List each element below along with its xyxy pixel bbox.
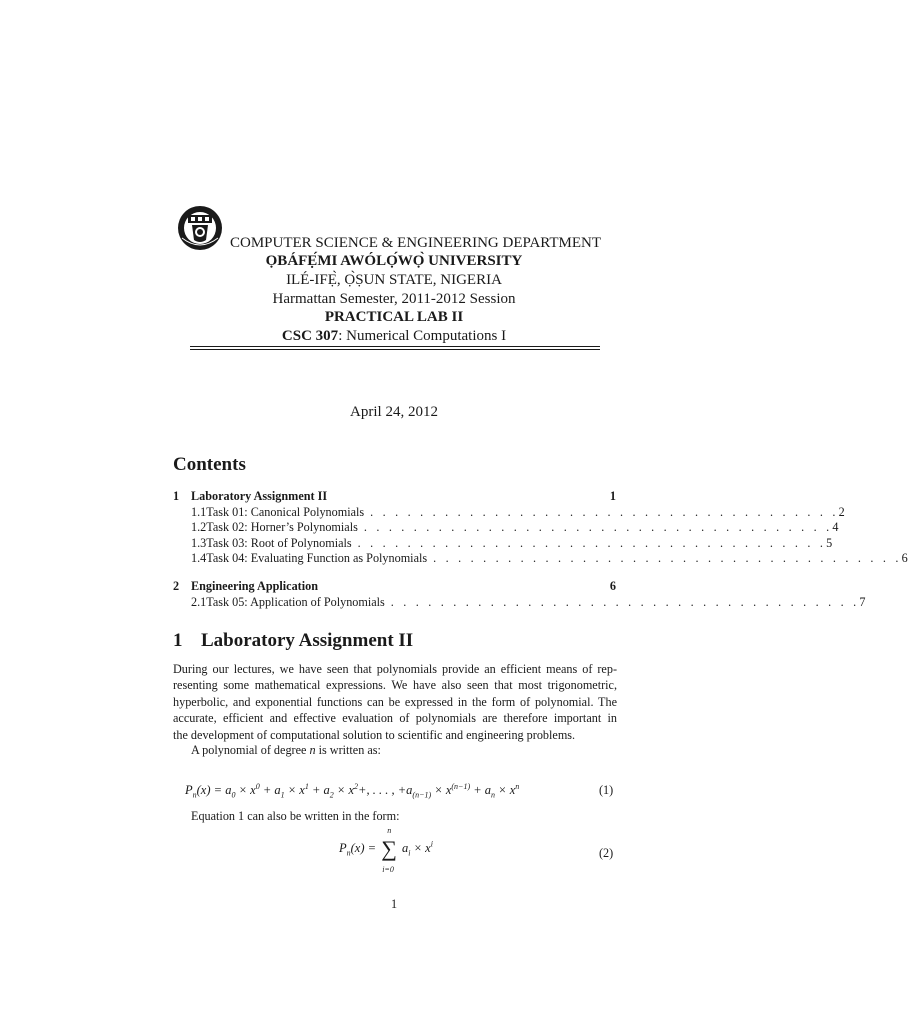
toc-entry-title: Engineering Application <box>191 579 318 593</box>
lab-title: PRACTICAL LAB II <box>324 309 464 325</box>
course-line <box>0 327 788 345</box>
course-code: CSC 307 <box>281 328 339 344</box>
toc-entry-page: 1 <box>609 489 616 503</box>
toc-entry-page: 6 <box>901 551 908 565</box>
toc-entry[interactable] <box>173 594 866 610</box>
semester-session: Harmattan Semester, 2011-2012 Session <box>272 291 516 307</box>
toc-entry[interactable] <box>173 535 833 551</box>
toc-entry-number: 1.1 <box>191 504 207 519</box>
paragraph-line: the development of computational solution to scientific and engineering problems. <box>173 727 576 742</box>
toc-entry-title: Task 03: Root of Polynomials <box>206 535 352 550</box>
university-name: ỌBÁFẸ́MI AWÓLỌ́WỌ̀ UNIVERSITY <box>265 253 523 269</box>
toc-leader: . . . . . . . . . . . . . . . . . . . . . . . . . . . . . . . . . . . . . . <box>357 535 827 550</box>
toc-entry-page: 6 <box>609 579 616 593</box>
document-date: April 24, 2012 <box>350 404 438 420</box>
section-title: Laboratory Assignment II <box>201 630 414 651</box>
toc-entry[interactable] <box>173 578 616 594</box>
contents-heading: Contents <box>173 454 246 475</box>
degree-prefix: A polynomial of degree <box>191 743 310 757</box>
toc-leader: . . . . . . . . . . . . . . . . . . . . . . . . . . . . . . . . . . . . . . <box>370 504 839 519</box>
section-heading <box>173 630 413 652</box>
paragraph-line: accurate, efficient and effective evaluation of polynomials are therefore important in <box>173 711 617 726</box>
toc-entry-number: 1 <box>173 489 180 503</box>
equation-2: $P_n(x)$ = ∑ n i=0 $a_i \times x^i$ <box>339 826 433 874</box>
toc-entry-title: Laboratory Assignment II <box>191 489 328 503</box>
degree-suffix: is written as: <box>315 743 381 757</box>
toc-entry-page: 7 <box>859 594 866 609</box>
toc-entry-number: 1.4 <box>191 551 207 565</box>
toc-entry-page: 5 <box>826 535 833 550</box>
toc-entry-page: 4 <box>832 520 839 534</box>
header-rule-top <box>190 346 600 347</box>
toc-leader: . . . . . . . . . . . . . . . . . . . . . . . . . . . . . . . . . . . . . . <box>363 520 833 534</box>
paragraph-line: hyperbolic, and exponential functions can be expressed in the form of polynomial. The <box>173 694 617 709</box>
toc-leader: . . . . . . . . . . . . . . . . . . . . . . . . . . . . . . . . . . . . . . <box>433 551 902 565</box>
course-name: : Numerical Computations I <box>338 328 507 344</box>
toc-entry-title: Task 01: Canonical Polynomials <box>206 504 365 519</box>
toc-entry-title: Task 02: Horner’s Polynomials <box>206 520 358 534</box>
department-name: COMPUTER SCIENCE & ENGINEERING DEPARTMENT <box>230 235 602 251</box>
polynomial-degree-sentence <box>191 743 381 758</box>
equation-intro-text: Equation 1 can also be written in the form: <box>191 809 400 823</box>
section-paragraph <box>173 661 617 743</box>
header-rule-bottom <box>190 349 600 350</box>
toc-entry-number: 1.2 <box>191 520 207 534</box>
toc-entry-title: Task 05: Application of Polynomials <box>206 594 385 609</box>
summation-symbol: ∑ n i=0 <box>381 826 397 874</box>
toc-leader: . . . . . . . . . . . . . . . . . . . . . . . . . . . . . . . . . . . . . . <box>390 594 860 609</box>
equation-1: $P_n(x) = a_0 \times x^0 + a_1 \times x^1 + a_2 \times x^2+$, . . . , $+a_{(n-1)} \times x^{(n-1)} + a_n \times x^n$ <box>185 782 520 800</box>
toc-entry[interactable] <box>173 488 616 504</box>
equation-2-number: (2) <box>599 846 614 860</box>
section-number: 1 <box>173 630 183 651</box>
toc-entry-number: 2.1 <box>191 594 207 609</box>
university-location: ILÉ-IFẸ̀, Ọ̀ṢUN STATE, NIGERIA <box>286 272 502 288</box>
paragraph-line: During our lectures, we have seen that polynomials provide an efficient means of rep- <box>173 662 617 676</box>
university-crest-logo <box>176 202 224 254</box>
paragraph-line: resenting some mathematical expressions. We have also seen that most trigonometric, <box>173 678 617 693</box>
degree-variable: n <box>309 743 316 757</box>
page-number: 1 <box>390 897 398 911</box>
toc-entry-page: 2 <box>838 504 845 519</box>
toc-entry-number: 1.3 <box>191 535 207 550</box>
toc-entry-number: 2 <box>173 579 180 593</box>
toc-entry[interactable] <box>173 504 845 520</box>
toc-entry[interactable] <box>173 550 908 566</box>
equation-1-number: (1) <box>599 783 614 797</box>
toc-entry[interactable] <box>173 519 839 535</box>
toc-entry-title: Task 04: Evaluating Function as Polynomials <box>206 551 428 565</box>
